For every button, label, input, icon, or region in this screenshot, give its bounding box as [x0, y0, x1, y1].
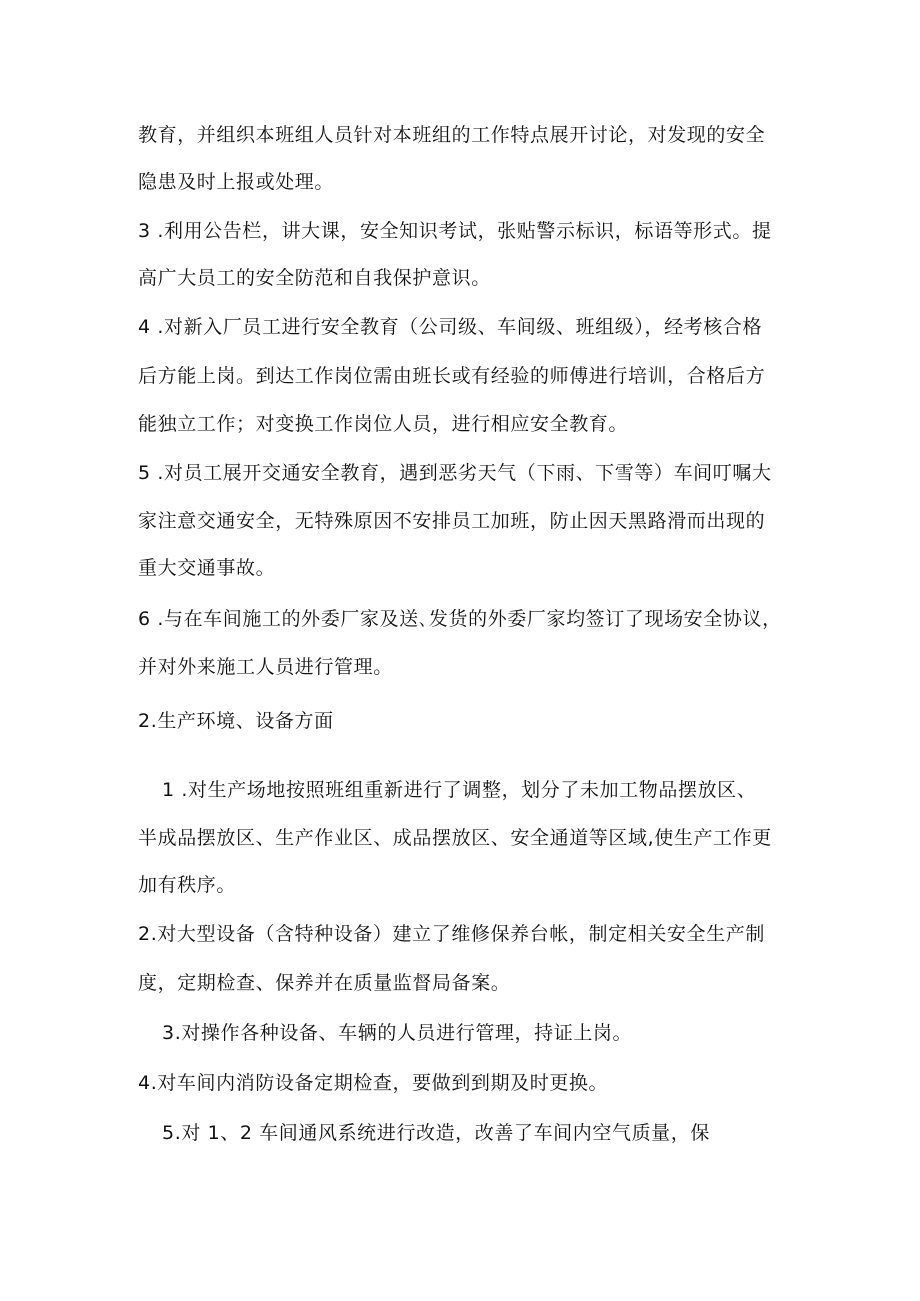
text-line: 3 .利用公告栏，讲大课，安全知识考试，张贴警示标识，标语等形式。提	[138, 220, 772, 242]
text-line: 6 .与在车间施工的外委厂家及送､发货的外委厂家均签订了现场安全协议，	[138, 608, 782, 630]
text-line: 1 .对生产场地按照班组重新进行了调整，划分了未加工物品摆放区、	[162, 779, 757, 801]
text-line: 5 .对员工展开交通安全教育，遇到恶劣天气（下雨、下雪等）车间叮嘱大	[138, 462, 772, 484]
text-line: 4 .对新入厂员工进行安全教育（公司级、车间级、班组级），经考核合格	[138, 316, 763, 338]
section-heading: 2.生产环境、设备方面	[138, 710, 334, 732]
text-line: 半成品摆放区、生产作业区、成品摆放区、安全通道等区域,使生产工作更	[138, 827, 772, 849]
text-line: 并对外来施工人员进行管理。	[138, 656, 393, 678]
text-line: 2.对大型设备（含特种设备）建立了维修保养台帐，制定相关安全生产制	[138, 923, 765, 945]
text-line: 家注意交通安全，无特殊原因不安排员工加班，防止因天黑路滑而出现的	[138, 510, 766, 532]
text-line: 度，定期检查、保养并在质量监督局备案。	[138, 972, 511, 994]
text-line: 高广大员工的安全防范和自我保护意识。	[138, 267, 491, 289]
text-line: 能独立工作；对变换工作岗位人员，进行相应安全教育。	[138, 413, 629, 435]
text-line: 隐患及时上报或处理。	[138, 171, 335, 193]
text-line: 5.对 1、2 车间通风系统进行改造，改善了车间内空气质量，保	[162, 1122, 710, 1144]
text-line: 3.对操作各种设备、车辆的人员进行管理，持证上岗。	[162, 1022, 633, 1044]
text-line: 重大交通事故。	[138, 557, 276, 579]
text-line: 加有秩序。	[138, 874, 237, 896]
text-line: 教育，并组织本班组人员针对本班组的工作特点展开讨论，对发现的安全	[138, 124, 766, 146]
text-line: 4.对车间内消防设备定期检查，要做到到期及时更换。	[138, 1072, 609, 1094]
text-line: 后方能上岗。到达工作岗位需由班长或有经验的师傅进行培训，合格后方	[138, 365, 766, 387]
